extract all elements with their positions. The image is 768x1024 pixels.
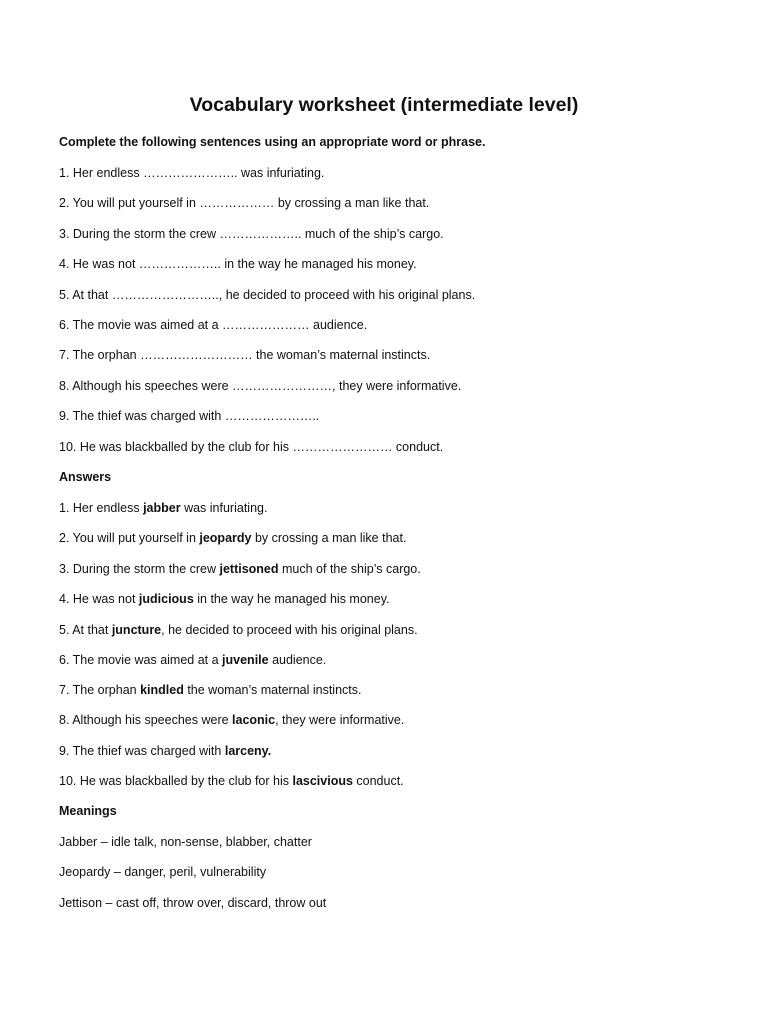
answer-before: 7. The orphan [59,683,141,697]
answer-before: 2. You will put yourself in [59,531,200,545]
answer-word: larceny. [224,744,272,758]
answer-word: jabber [143,501,181,515]
answer-word: laconic [232,713,276,727]
answer-5 [59,622,418,638]
answer-before: 4. He was not [59,592,139,606]
answer-before: 5. At that [59,623,112,637]
answer-word: judicious [138,592,194,606]
question-4: 4. He was not ……………….. in the way he managed his money. [59,257,417,271]
meaning-jabber: Jabber – idle talk, non-sense, blabber, chatter [59,835,312,849]
question-1: 1. Her endless ………………….. was infuriating. [59,166,325,180]
worksheet-title: Vocabulary worksheet (intermediate level) [189,94,579,116]
question-7: 7. The orphan ……………………… the woman’s maternal instincts. [59,348,431,362]
answer-6 [59,652,326,668]
answer-before: 9. The thief was charged with [59,744,225,758]
answer-3 [59,561,421,577]
answer-word: juncture [111,623,162,637]
answer-before: 6. The movie was aimed at a [59,653,223,667]
answer-after: in the way he managed his money. [193,592,390,606]
answer-10 [59,773,404,789]
answer-9 [59,743,271,759]
answer-after: was infuriating. [180,501,268,515]
answer-8 [59,712,404,728]
question-10: 10. He was blackballed by the club for his …………………… conduct. [59,440,444,454]
answer-after: audience. [268,653,327,667]
answer-before: 1. Her endless [59,501,144,515]
answer-before: 3. During the storm the crew [59,562,220,576]
question-2: 2. You will put yourself in ……………… by crossing a man like that. [59,196,430,210]
question-8: 8. Although his speeches were ……………………, they were informative. [59,379,462,393]
answer-word: jettisoned [219,562,279,576]
answers-heading: Answers [59,470,112,484]
answer-7 [59,682,361,698]
meaning-jettison: Jettison – cast off, throw over, discard, throw out [59,896,327,910]
answer-word: kindled [140,683,184,697]
question-6: 6. The movie was aimed at a ………………… audience. [59,318,368,332]
answer-after: conduct. [352,774,404,788]
question-9: 9. The thief was charged with ………………….. [59,409,320,423]
answer-after: the woman’s maternal instincts. [183,683,362,697]
answer-word: lascivious [292,774,353,788]
answer-4 [59,591,390,607]
answer-word: juvenile [222,653,269,667]
answer-2 [59,530,406,546]
meanings-heading: Meanings [59,804,117,818]
answer-after: much of the ship’s cargo. [278,562,421,576]
answer-before: 10. He was blackballed by the club for his [59,774,293,788]
question-3: 3. During the storm the crew ……………….. much of the ship’s cargo. [59,227,444,241]
answer-after: , he decided to proceed with his original plans. [161,623,418,637]
answer-after: by crossing a man like that. [251,531,407,545]
instruction-text: Complete the following sentences using an appropriate word or phrase. [59,135,486,149]
answer-word: jeopardy [199,531,252,545]
question-5: 5. At that …………………….., he decided to proceed with his original plans. [59,288,476,302]
answer-after: , they were informative. [275,713,405,727]
answer-1 [59,500,267,516]
answer-before: 8. Although his speeches were [59,713,233,727]
meaning-jeopardy: Jeopardy – danger, peril, vulnerability [59,865,267,879]
